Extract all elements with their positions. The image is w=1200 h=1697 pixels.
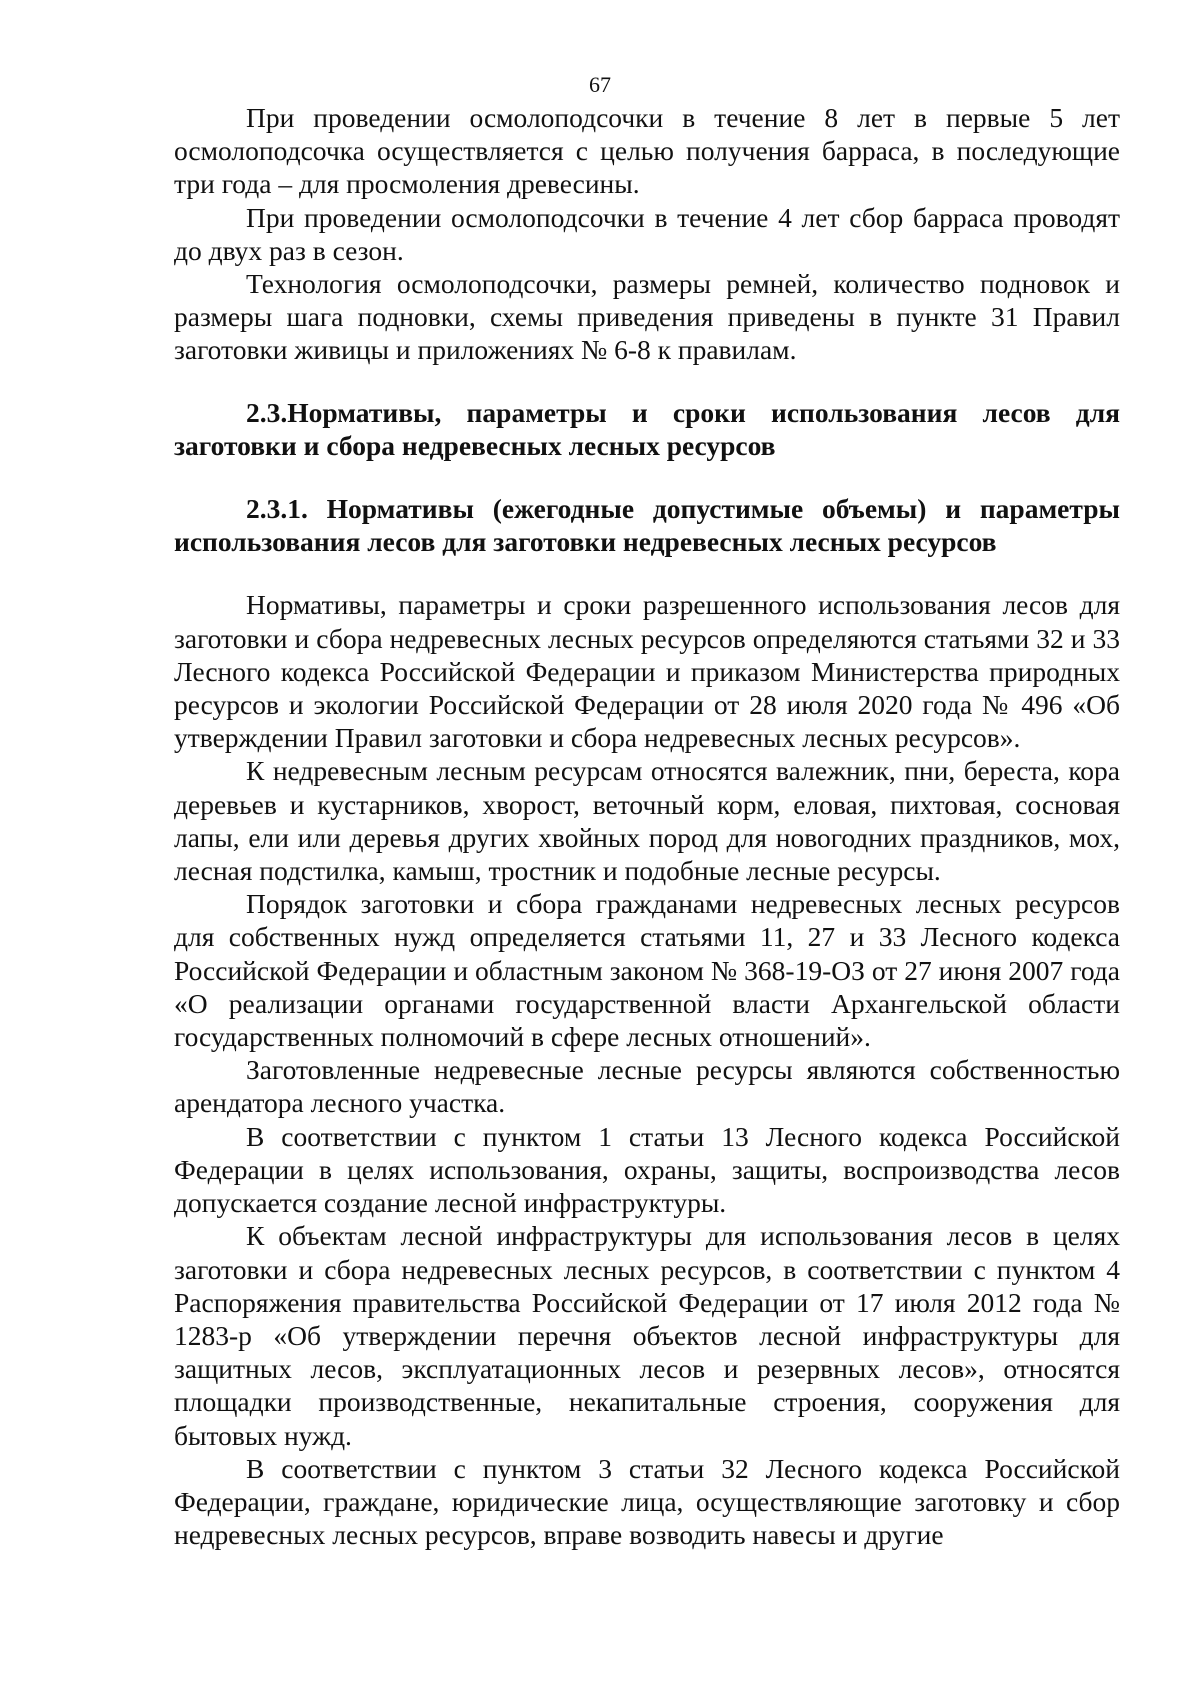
page-number: 67 xyxy=(589,72,611,97)
paragraph-normatives: Нормативы, параметры и сроки разрешенного использования лесов для заготовки и сбора недревесных лесных ресурсов определяются статьями 32 и 33 Лесного кодекса Российской Федерации и приказом Министерства природных ресурсов и экологии Российской Федерации от 28 июля 2020 года № 496 «Об утверждении Правил заготовки и сбора недревесных лесных ресурсов». xyxy=(174,589,1120,754)
section-heading-2-3-1: 2.3.1. Нормативы (ежегодные допустимые объемы) и параметры использования лесов для заготовки недревесных лесных ресурсов xyxy=(174,493,1120,558)
paragraph-infrastructure: В соответствии с пунктом 1 статьи 13 Лесного кодекса Российской Федерации в целях использования, охраны, защиты, воспроизводства лесов допускается создание лесной инфраструктуры. xyxy=(174,1120,1120,1219)
page-body xyxy=(174,101,1120,1551)
paragraph-resources-list: К недревесным лесным ресурсам относятся валежник, пни, береста, кора деревьев и кустарников, хворост, веточный корм, еловая, пихтовая, сосновая лапы, ели или деревья других хвойных пород для новогодних праздников, мох, лесная подстилка, камыш, тростник и подобные лесные ресурсы. xyxy=(174,755,1120,887)
paragraph-article-32: В соответствии с пунктом 3 статьи 32 Лесного кодекса Российской Федерации, граждане, юридические лица, осуществляющие заготовку и сбор недревесных лесных ресурсов, вправе возводить навесы и другие xyxy=(174,1452,1120,1551)
section-heading-2-3: 2.3.Нормативы, параметры и сроки использования лесов для заготовки и сбора недревесных лесных ресурсов xyxy=(174,396,1120,461)
paragraph-infrastructure-objects: К объектам лесной инфраструктуры для использования лесов в целях заготовки и сбора недревесных лесных ресурсов, в соответствии с пунктом 4 Распоряжения правительства Российской Федерации от 17 июля 2012 года № 1283-р «Об утверждении перечня объектов лесной инфраструктуры для защитных лесов, эксплуатационных лесов и резервных лесов», относятся площадки производственные, некапитальные строения, сооружения для бытовых нужд. xyxy=(174,1220,1120,1451)
paragraph-osmolopodsochka-8-years: При проведении осмолоподсочки в течение 8 лет в первые 5 лет осмолоподсочка осуществляется с целью получения барраса, в последующие три года – для просмоления древесины. xyxy=(174,102,1120,200)
paragraph-procedure: Порядок заготовки и сбора гражданами недревесных лесных ресурсов для собственных нужд определяется статьями 11, 27 и 33 Лесного кодекса Российской Федерации и областным законом № 368-19-ОЗ от 27 июня 2007 года «О реализации органами государственной власти Архангельской области государственных полномочий в сфере лесных отношений». xyxy=(174,888,1120,1053)
paragraph-ownership: Заготовленные недревесные лесные ресурсы являются собственностью арендатора лесного участка. xyxy=(174,1054,1120,1119)
paragraph-osmolopodsochka-4-years: При проведении осмолоподсочки в течение 4 лет сбор барраса проводят до двух раз в сезон. xyxy=(174,201,1120,266)
paragraph-technology: Технология осмолоподсочки, размеры ремней, количество подновок и размеры шага подновки, схемы приведения приведены в пункте 31 Правил заготовки живицы и приложениях № 6-8 к правилам. xyxy=(174,268,1120,366)
